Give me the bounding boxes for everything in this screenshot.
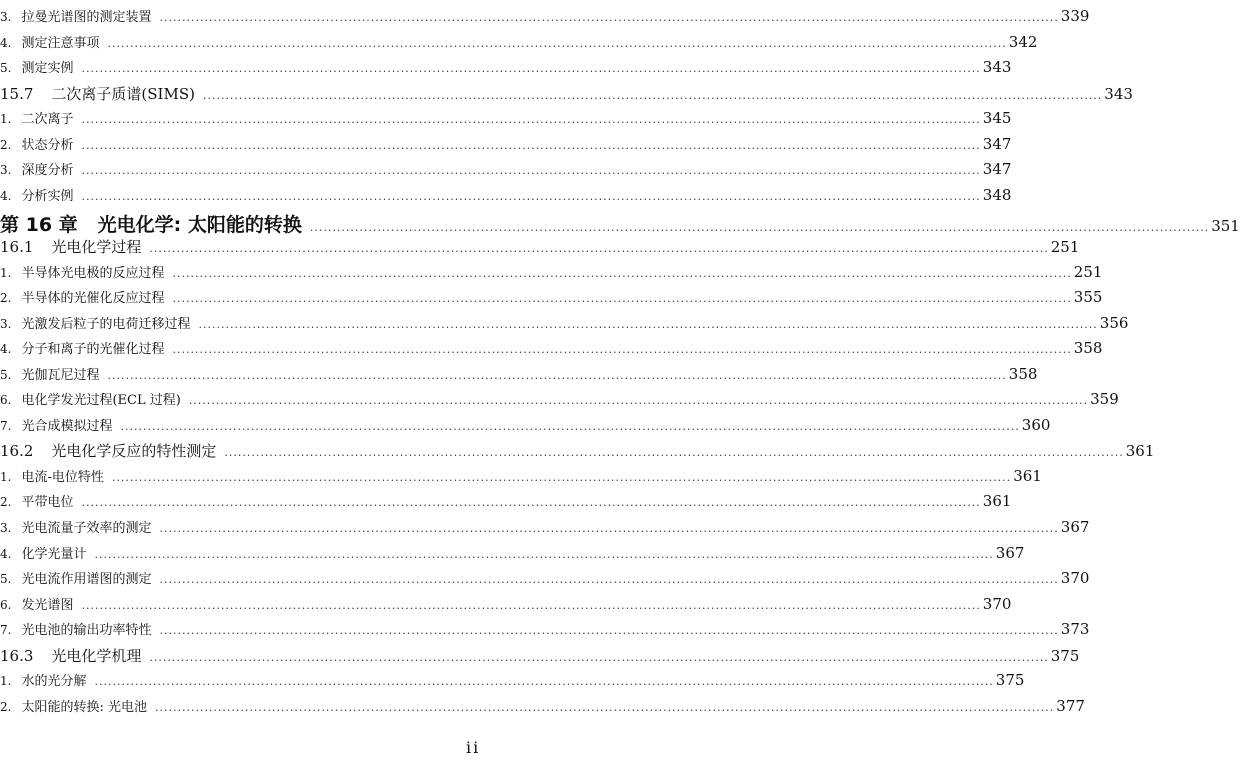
toc-entry-title: 电化学发光过程(ECL 过程) <box>21 393 181 409</box>
dot-leader: ........................................................................................................................................................................................................ <box>172 292 1072 306</box>
dot-leader: ........................................................................................................................................................................................................ <box>224 446 1124 460</box>
toc-entry-title: 光电化学机理 <box>51 646 142 665</box>
toc-entry-number: 6. <box>0 597 12 612</box>
toc-entry-title: 光电化学过程 <box>51 237 142 256</box>
dot-leader: ........................................................................................................................................................................................................ <box>149 241 1049 255</box>
toc-entry <box>0 6 1090 25</box>
page-number: ii <box>466 738 481 757</box>
toc-entry <box>0 466 1042 485</box>
toc-entry-number: 1. <box>0 265 12 280</box>
toc-entry-title: 光电化学反应的特性测定 <box>51 442 217 461</box>
toc-entry-page: 347 <box>982 134 1012 153</box>
toc-entry-page: 345 <box>982 109 1012 128</box>
toc-entry-page: 351 <box>1211 217 1240 236</box>
toc-entry-title: 化学光量计 <box>21 546 87 562</box>
toc-entry-number: 4. <box>0 35 12 50</box>
toc-entry-title: 半导体的光催化反应过程 <box>21 291 165 307</box>
toc-entry-page: 251 <box>1073 262 1103 281</box>
toc-entry-number: 第 16 章 <box>0 214 78 237</box>
toc-entry-number: 4. <box>0 342 12 357</box>
toc-entry-number: 1. <box>0 674 12 689</box>
toc-entry-title: 状态分析 <box>21 137 74 153</box>
toc-entry <box>0 415 1051 434</box>
toc-entry-title: 测定实例 <box>21 61 74 77</box>
toc-entry-number: 2. <box>0 495 12 510</box>
toc-entry-title: 平带电位 <box>21 495 74 511</box>
toc-entry-page: 348 <box>982 185 1012 204</box>
toc-entry-number: 1. <box>0 469 12 484</box>
toc-entry <box>0 696 1085 715</box>
dot-leader: ........................................................................................................................................................................................................ <box>81 138 981 152</box>
toc-entry-page: 339 <box>1060 7 1090 25</box>
toc-entry-number: 7. <box>0 418 12 433</box>
toc-entry <box>0 389 1119 409</box>
toc-entry-title: 二次离子 <box>21 112 74 128</box>
toc-entry-number: 3. <box>0 10 12 24</box>
toc-entry <box>0 32 1038 51</box>
toc-entry-title: 分子和离子的光催化过程 <box>21 342 165 358</box>
dot-leader: ........................................................................................................................................................................................................ <box>94 675 994 689</box>
toc-entry-title: 光电流量子效率的测定 <box>21 521 152 536</box>
toc-entry-page: 367 <box>1060 518 1090 536</box>
dot-leader: ........................................................................................................................................................................................................ <box>188 394 1089 408</box>
dot-leader: ........................................................................................................................................................................................................ <box>107 36 1007 50</box>
dot-leader: ........................................................................................................................................................................................................ <box>81 62 981 76</box>
dot-leader: ........................................................................................................................................................................................................ <box>111 470 1012 484</box>
dot-leader: ........................................................................................................................................................................................................ <box>94 547 994 561</box>
dot-leader: ........................................................................................................................................................................................................ <box>159 624 1059 638</box>
toc-entry-page: 361 <box>1013 466 1042 485</box>
toc-entry-number: 16.3 <box>0 646 34 665</box>
toc-entry-number: 6. <box>0 393 12 408</box>
toc-entry <box>0 185 1012 204</box>
dot-leader: ........................................................................................................................................................................................................ <box>107 368 1007 382</box>
toc-entry-title: 二次离子质谱(SIMS) <box>51 84 195 103</box>
dot-leader: ........................................................................................................................................................................................................ <box>81 164 981 178</box>
toc-entry <box>0 108 1012 128</box>
dot-leader: ........................................................................................................................................................................................................ <box>159 573 1059 587</box>
toc-entry-title: 光电池的输出功率特性 <box>21 623 152 639</box>
dot-leader: ........................................................................................................................................................................................................ <box>81 496 981 510</box>
dot-leader: ........................................................................................................................................................................................................ <box>149 650 1049 664</box>
toc-entry-page: 377 <box>1056 696 1085 715</box>
dot-leader: ........................................................................................................................................................................................................ <box>172 343 1072 357</box>
toc-entry-number: 3. <box>0 163 12 178</box>
dot-leader: ........................................................................................................................................................................................................ <box>159 522 1059 535</box>
dot-leader: ........................................................................................................................................................................................................ <box>81 189 981 203</box>
toc-entry-page: 343 <box>982 58 1012 77</box>
toc-entry-page: 370 <box>1060 569 1090 588</box>
toc-entry-title: 测定注意事项 <box>21 35 100 51</box>
toc-entry <box>0 159 1012 179</box>
toc-entry <box>0 57 1012 77</box>
toc-entry <box>0 491 1012 511</box>
toc-entry-title: 电流-电位特性 <box>21 469 104 485</box>
toc-entry <box>0 134 1012 153</box>
dot-leader: ........................................................................................................................................................................................................ <box>172 266 1072 280</box>
toc-entry-page: 342 <box>1008 32 1038 51</box>
dot-leader: ........................................................................................................................................................................................................ <box>81 598 981 612</box>
toc-entry-title: 拉曼光谱图的测定装置 <box>21 10 152 25</box>
toc-entry-page: 375 <box>1050 646 1080 665</box>
toc-entry-title: 深度分析 <box>21 163 74 179</box>
toc-entry-title: 水的光分解 <box>21 674 87 690</box>
dot-leader: ........................................................................................................................................................................................................ <box>159 11 1059 24</box>
dot-leader: ........................................................................................................................................................................................................ <box>309 221 1210 235</box>
toc-entry-title: 光伽瓦尼过程 <box>21 367 100 383</box>
toc-entry-page: 360 <box>1021 415 1051 434</box>
toc-entry <box>0 83 1133 104</box>
dot-leader: ........................................................................................................................................................................................................ <box>154 700 1055 714</box>
toc-entry <box>0 364 1038 383</box>
toc-entry <box>0 543 1025 562</box>
toc-entry <box>0 313 1129 332</box>
toc-entry <box>0 670 1025 690</box>
toc-entry-title: 太阳能的转换: 光电池 <box>21 699 147 715</box>
toc-entry-page: 373 <box>1060 620 1090 639</box>
toc-entry-page: 370 <box>982 594 1012 613</box>
toc-entry <box>0 594 1012 613</box>
toc-entry <box>0 645 1080 666</box>
toc-entry-page: 251 <box>1050 237 1080 256</box>
toc-entry-number: 4. <box>0 546 12 561</box>
toc-entry-title: 半导体光电极的反应过程 <box>21 265 165 281</box>
toc-entry-number: 5. <box>0 61 12 76</box>
toc-entry <box>0 440 1155 461</box>
toc-entry-page: 358 <box>1008 364 1038 383</box>
toc-entry-page: 355 <box>1073 288 1103 307</box>
toc-entry-number: 5. <box>0 572 12 587</box>
toc-entry-number: 2. <box>0 137 12 152</box>
toc-entry-page: 343 <box>1104 84 1133 103</box>
toc-entry <box>0 236 1080 257</box>
toc-entry-number: 1. <box>0 112 12 127</box>
toc-entry <box>0 517 1090 536</box>
toc-entry <box>0 210 1240 237</box>
toc-entry-number: 5. <box>0 367 12 382</box>
toc-entry <box>0 262 1103 281</box>
toc-entry-page: 356 <box>1099 313 1129 332</box>
toc-entry-title: 光合成模拟过程 <box>21 418 113 434</box>
toc-entry-number: 16.1 <box>0 237 34 256</box>
toc-entry-title: 光电流作用谱图的测定 <box>21 572 152 588</box>
dot-leader: ........................................................................................................................................................................................................ <box>81 113 981 127</box>
toc-entry-number: 15.7 <box>0 84 34 103</box>
dot-leader: ........................................................................................................................................................................................................ <box>202 88 1103 102</box>
toc-entry-number: 4. <box>0 188 12 203</box>
toc-entry <box>0 619 1090 639</box>
toc-entry-title: 光激发后粒子的电荷迁移过程 <box>21 316 191 332</box>
toc-entry <box>0 568 1090 588</box>
dot-leader: ........................................................................................................................................................................................................ <box>120 419 1020 433</box>
toc-entry-number: 16.2 <box>0 442 34 461</box>
toc-entry-page: 361 <box>982 492 1012 511</box>
toc-entry-page: 361 <box>1125 442 1155 461</box>
toc-entry-number: 2. <box>0 699 12 714</box>
toc-entry-title: 光电化学: 太阳能的转换 <box>97 214 302 237</box>
toc-entry-number: 2. <box>0 291 12 306</box>
toc-entry-page: 375 <box>995 671 1025 690</box>
toc-entry-title: 发光谱图 <box>21 597 74 613</box>
dot-leader: ........................................................................................................................................................................................................ <box>198 317 1098 331</box>
toc-entry-title: 分析实例 <box>21 188 74 204</box>
toc-entry <box>0 287 1103 307</box>
toc-entry-page: 359 <box>1090 390 1119 409</box>
toc-entry-number: 3. <box>0 521 12 535</box>
toc-entry-number: 3. <box>0 316 12 331</box>
toc-entry-page: 358 <box>1073 339 1103 358</box>
toc-entry-number: 7. <box>0 623 12 638</box>
toc-entry-page: 347 <box>982 160 1012 179</box>
toc-entry <box>0 338 1103 358</box>
toc-entry-page: 367 <box>995 543 1025 562</box>
